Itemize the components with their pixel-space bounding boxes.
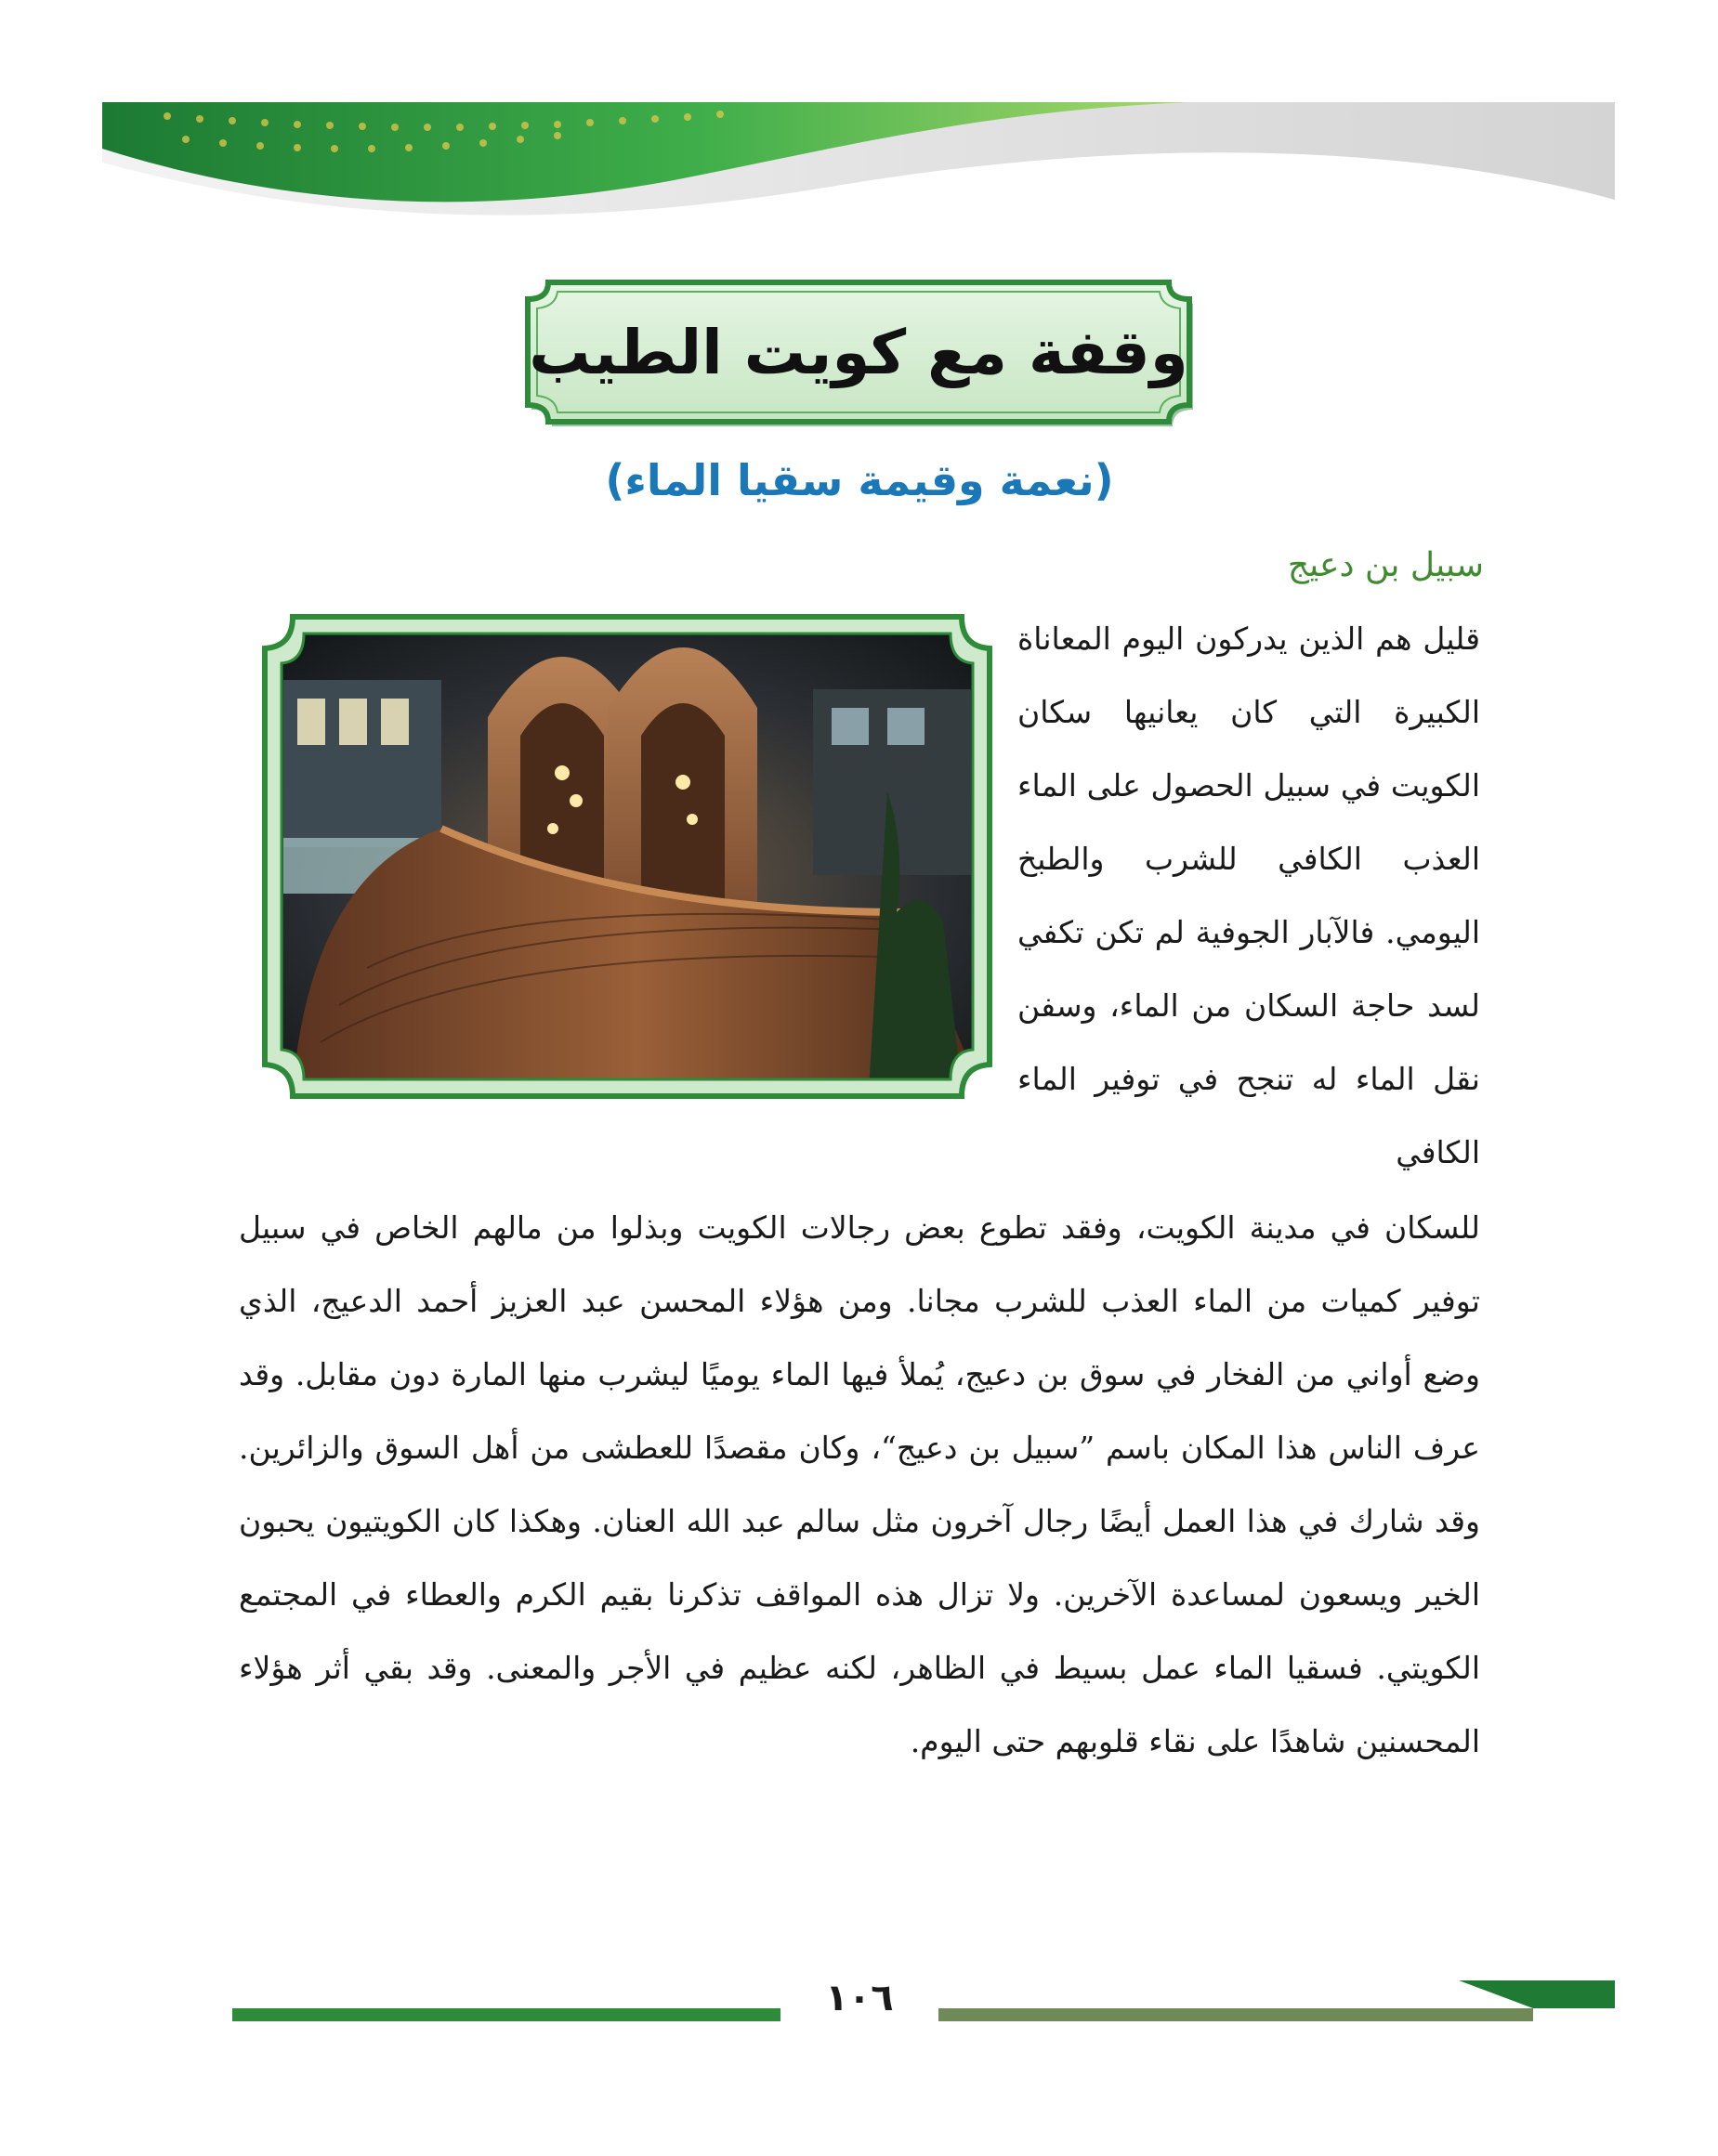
page-title: وقفة مع كويت الطيب — [529, 316, 1188, 388]
page-number: ١٠٦ — [825, 1977, 894, 2019]
section-label: سبيل بن دعيج — [1287, 546, 1484, 584]
body-paragraph: للسكان في مدينة الكويت، وفقد تطوع بعض رجالات الكويت وبذلوا من مالهم الخاص في سبيل توفير كميات من الماء العذب للشرب مجانا. ومن هؤلاء المحسن عبد العزيز أحمد الدعيج، الذي وضع أواني من الفخار في سوق بن دعيج، يُملأ فيها الماء يوميًا ليشرب منها المارة دون مقابل. وقد عرف الناس هذا المكان باسم ”سبيل بن دعيج“، وكان مقصدًا للعطشى من أهل السوق والزائرين. وقد شارك في هذا العمل أيضًا رجال آخرون مثل سالم عبد الله العنان. وهكذا كان الكويتيون يحبون الخير ويسعون لمساعدة الآخرين. ولا تزال هذه المواقف تذكرنا بقيم الكرم والعطاء في المجتمع الكويتي. فسقيا الماء عمل بسيط في الظاهر، لكنه عظيم في الأجر والمعنى. وقد بقي أثر هؤلاء المحسنين شاهدًا على نقاء قلوبهم حتى اليوم. — [239, 1209, 1480, 1759]
brick-sabeel-photo-icon — [256, 606, 999, 1107]
subtitle: (نعمة وقيمة سقيا الماء) — [605, 455, 1114, 505]
intro-paragraph: قليل هم الذين يدركون اليوم المعاناة الكبيرة التي كان يعانيها سكان الكويت في سبيل الحصول على الماء العذب الكافي للشرب والطبخ اليومي. فالآبار الجوفية لم تكن تكفي لسد حاجة السكان من الماء، وسفن نقل الماء له تنجح في توفير الماء الكافي — [1017, 621, 1480, 1170]
header-decoration — [0, 0, 1718, 242]
